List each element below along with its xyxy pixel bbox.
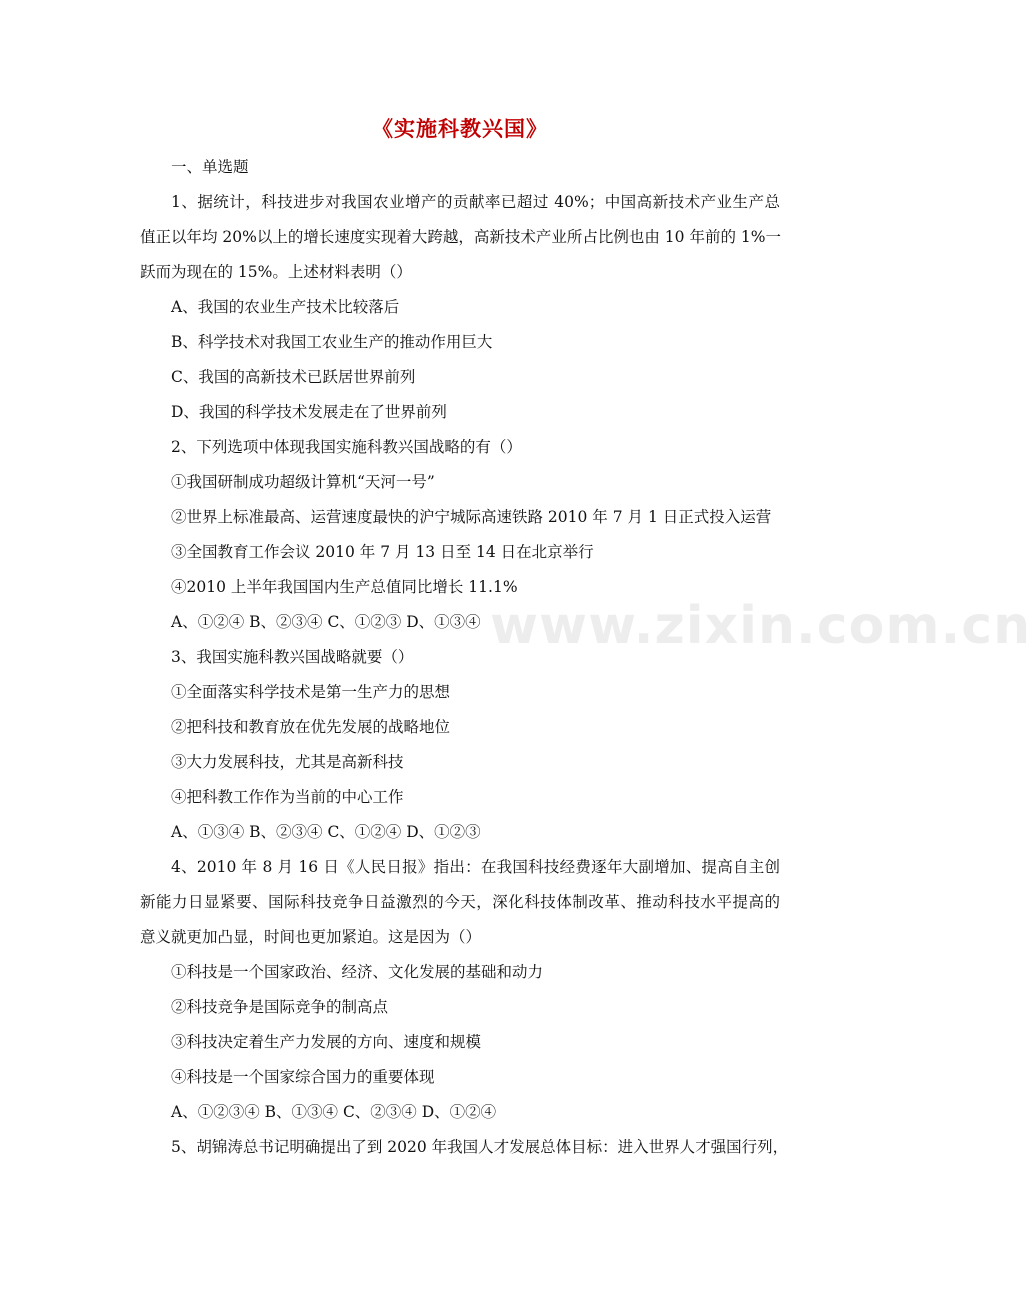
text-line: ②世界上标准最高、运营速度最快的沪宁城际高速铁路 2010 年 7 月 1 日正式投入运营 (171, 508, 772, 526)
text-line: ③科技决定着生产力发展的方向、速度和规模 (171, 1033, 482, 1051)
text-line: 新能力日显紧要、国际科技竞争日益激烈的今天，深化科技体制改革、推动科技水平提高的 (140, 893, 780, 911)
text-line: D、我国的科学技术发展走在了世界前列 (171, 403, 447, 421)
text-line: ④把科教工作作为当前的中心工作 (171, 788, 404, 806)
text-line: ②把科技和教育放在优先发展的战略地位 (171, 718, 451, 736)
text-line: ①科技是一个国家政治、经济、文化发展的基础和动力 (171, 963, 544, 981)
watermark: www.zixin.com.cn (490, 596, 1031, 656)
text-line: A、①③④ B、②③④ C、①②④ D、①②③ (171, 823, 481, 841)
text-line: ④科技是一个国家综合国力的重要体现 (171, 1068, 435, 1086)
text-line: ③大力发展科技，尤其是高新科技 (171, 753, 404, 771)
text-line: 意义就更加凸显，时间也更加紧迫。这是因为（） (140, 928, 482, 946)
text-line: 4、2010 年 8 月 16 日《人民日报》指出：在我国科技经费逐年大副增加、提高自主创 (171, 858, 780, 876)
text-line: A、我国的农业生产技术比较落后 (171, 298, 400, 316)
text-line: A、①②③④ B、①③④ C、②③④ D、①②④ (171, 1103, 497, 1121)
text-line: ①我国研制成功超级计算机“天河一号” (171, 473, 435, 491)
text-line: 2、下列选项中体现我国实施科教兴国战略的有（） (171, 438, 522, 456)
text-line: 值正以年均 20%以上的增长速度实现着大跨越，高新技术产业所占比例也由 10 年前的 1%一 (140, 228, 781, 246)
text-line: ③全国教育工作会议 2010 年 7 月 13 日至 14 日在北京举行 (171, 543, 594, 561)
document-title: 《实施科教兴国》 (372, 117, 548, 141)
text-line: ④2010 上半年我国国内生产总值同比增长 11.1% (171, 578, 518, 596)
text-line: ②科技竞争是国际竞争的制高点 (171, 998, 389, 1016)
text-line: 跃而为现在的 15%。上述材料表明（） (140, 263, 412, 281)
text-line: C、我国的高新技术已跃居世界前列 (171, 368, 416, 386)
text-line: 5、胡锦涛总书记明确提出了到 2020 年我国人才发展总体目标：进入世界人才强国行列， (171, 1138, 789, 1156)
text-line: 3、我国实施科教兴国战略就要（） (171, 648, 414, 666)
text-line: 一、单选题 (171, 158, 249, 176)
text-line: 1、据统计，科技进步对我国农业增产的贡献率已超过 40%；中国高新技术产业生产总 (171, 193, 780, 211)
text-line: A、①②④ B、②③④ C、①②③ D、①③④ (171, 613, 481, 631)
text-line: ①全面落实科学技术是第一生产力的思想 (171, 683, 451, 701)
document-body (140, 150, 789, 1165)
text-line: B、科学技术对我国工农业生产的推动作用巨大 (171, 333, 493, 351)
